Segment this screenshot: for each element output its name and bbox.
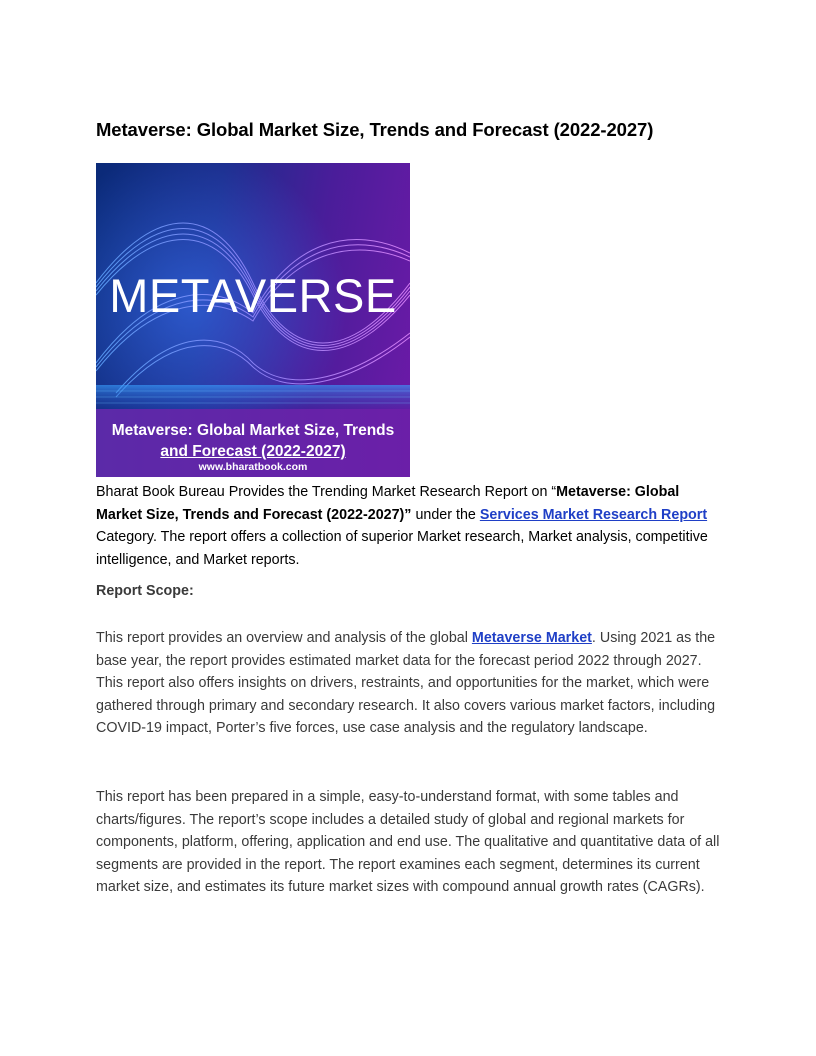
scope-text-1: This report provides an overview and analysis of the global [96, 630, 472, 646]
intro-text-3: Category. The report offers a collection of superior Market research, Market analysis, competitive intelligence, and Market reports. [96, 529, 708, 568]
cover-caption [96, 420, 410, 462]
cover-headline: METAVERSE [109, 269, 397, 322]
services-market-research-report-link[interactable]: Services Market Research Report [479, 506, 708, 523]
cover-image [96, 163, 410, 477]
cover-caption-line2: and Forecast (2022-2027) [160, 443, 346, 460]
intro-paragraph [96, 481, 721, 571]
scope-paragraph-1 [96, 627, 721, 740]
cover-caption-line1: Metaverse: Global Market Size, Trends [111, 422, 395, 439]
cover-url: www.bharatbook.com [198, 461, 308, 473]
page-title: Metaverse: Global Market Size, Trends and Forecast (2022-2027) [96, 119, 654, 140]
scope-text-2: . Using 2021 as the base year, the report provides estimated market data for the forecast period 2022 through 2027. This report also offers insights on drivers, restraints, and opportunities for the market, which were gathered through primary and secondary research. It also covers various market factors, including COVID-19 impact, Porter’s five forces, use case analysis and the regulatory landscape. [96, 630, 716, 736]
report-scope-heading: Report Scope: [96, 583, 194, 599]
intro-text-2: under the [411, 506, 480, 523]
metaverse-market-link[interactable]: Metaverse Market [471, 630, 592, 646]
intro-report-name: Metaverse: Global Market Size, Trends and Forecast (2022-2027)” [96, 484, 680, 523]
intro-text-1: Bharat Book Bureau Provides the Trending Market Research Report on “ [96, 484, 557, 500]
scope-paragraph-2: This report has been prepared in a simple, easy-to-understand format, with some tables and charts/figures. The report’s scope includes a detailed study of global and regional markets for components, platform, offering, application and end use. The qualitative and quantitative data of all segments are provided in the report. The report examines each segment, determines its current market size, and estimates its future market sizes with compound annual growth rates (CAGRs). [96, 789, 720, 895]
